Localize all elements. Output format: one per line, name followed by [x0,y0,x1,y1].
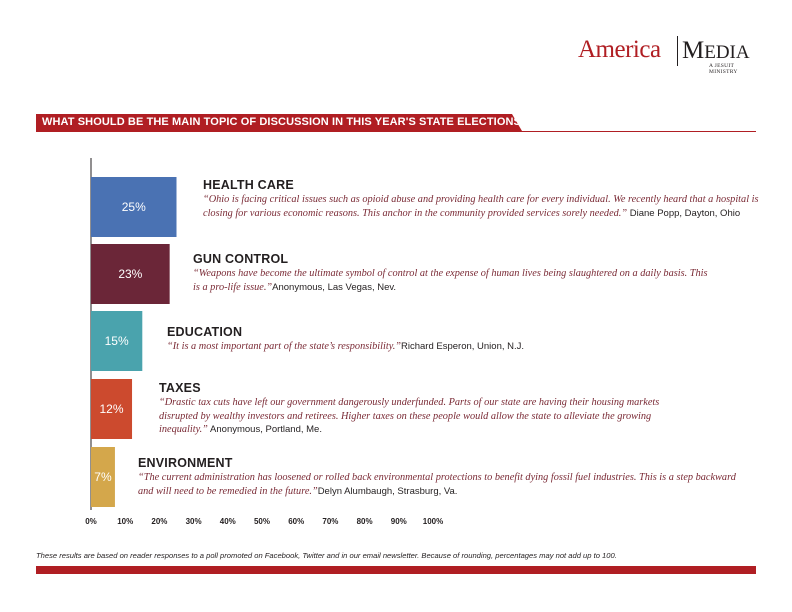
logo-tagline: A JESUIT MINISTRY [709,63,738,75]
topic-body [138,471,738,498]
topic-author: Anonymous, Portland, Me. [207,424,322,435]
topic-quote: “The current administration has loosened or rolled back environmental protections to benefit dying fossil fuel industries. This is a step backward and will need to be remedied in the future.” [138,472,736,497]
footnote: These results are based on reader responses to a poll promoted on Facebook, Twitter and in our email newsletter. Because of rounding, percentages may not add up to 100. [36,551,617,560]
x-tick-label: 50% [253,517,271,526]
topic-environment [138,456,738,498]
x-tick-label: 40% [219,517,236,526]
topic-title: HEALTH CARE [203,178,294,192]
topic-body [203,193,763,220]
topic-quote: “Weapons have become the ultimate symbol of control at the expense of human lives being slaughtered on a daily basis. This is a pro-life issue.” [193,268,708,293]
x-tick-label: 80% [356,517,373,526]
x-tick-label: 30% [185,517,202,526]
x-tick-label: 20% [151,517,168,526]
topic-quote: “It is a most important part of the state’s responsibility.” [167,341,401,352]
topic-author: Richard Esperon, Union, N.J. [401,341,525,352]
topic-body [167,340,727,354]
topic-title: EDUCATION [167,325,243,339]
x-tick-label: 60% [288,517,305,526]
topic-author: Delyn Alumbaugh, Strasburg, Va. [317,485,458,497]
topic-author: Diane Popp, Dayton, Ohio [627,207,741,219]
x-tick-label: 90% [390,517,407,526]
topic-title: ENVIRONMENT [138,456,233,470]
topic-title: GUN CONTROL [193,252,289,266]
bar-value-label: 25% [121,200,146,214]
x-tick-label: 100% [422,517,444,526]
topic-quote: “Drastic tax cuts have left our government dangerously underfunded. Parts of our state are having their housing markets disrupted by wealthy investors and retirees. Higher taxes on these people would allow the state to alleviate the growing inequality.” [159,397,660,435]
logo-america-text: America [578,36,661,63]
x-tick-label: 0% [85,517,97,526]
question-title: WHAT SHOULD BE THE MAIN TOPIC OF DISCUSSION IN THIS YEAR'S STATE ELECTIONS? [42,116,528,128]
x-tick-label: 10% [117,517,134,526]
topic-taxes [159,381,669,437]
topic-quote: “Ohio is facing critical issues such as opioid abuse and providing health care for every individual. We recently heard that a hospital is closing for various economic reasons. This anchor in the community provided services sorely needed.” [203,194,759,219]
topic-body [193,267,713,294]
bar-value-label: 23% [118,267,143,281]
bar-value-label: 15% [104,334,129,348]
bar-value-label: 7% [94,470,112,484]
topic-health-care [203,178,763,220]
topic-title: TAXES [159,381,201,395]
topic-education [167,325,727,354]
bottom-rule [36,566,756,574]
logo-media-rest: EDIA [704,42,750,63]
bar-value-label: 12% [99,402,124,416]
topic-body [159,396,669,437]
topic-gun-control [193,252,713,294]
logo-media-initial: M [682,37,705,64]
topic-author: Anonymous, Las Vegas, Nev. [272,281,397,293]
x-tick-label: 70% [322,517,339,526]
